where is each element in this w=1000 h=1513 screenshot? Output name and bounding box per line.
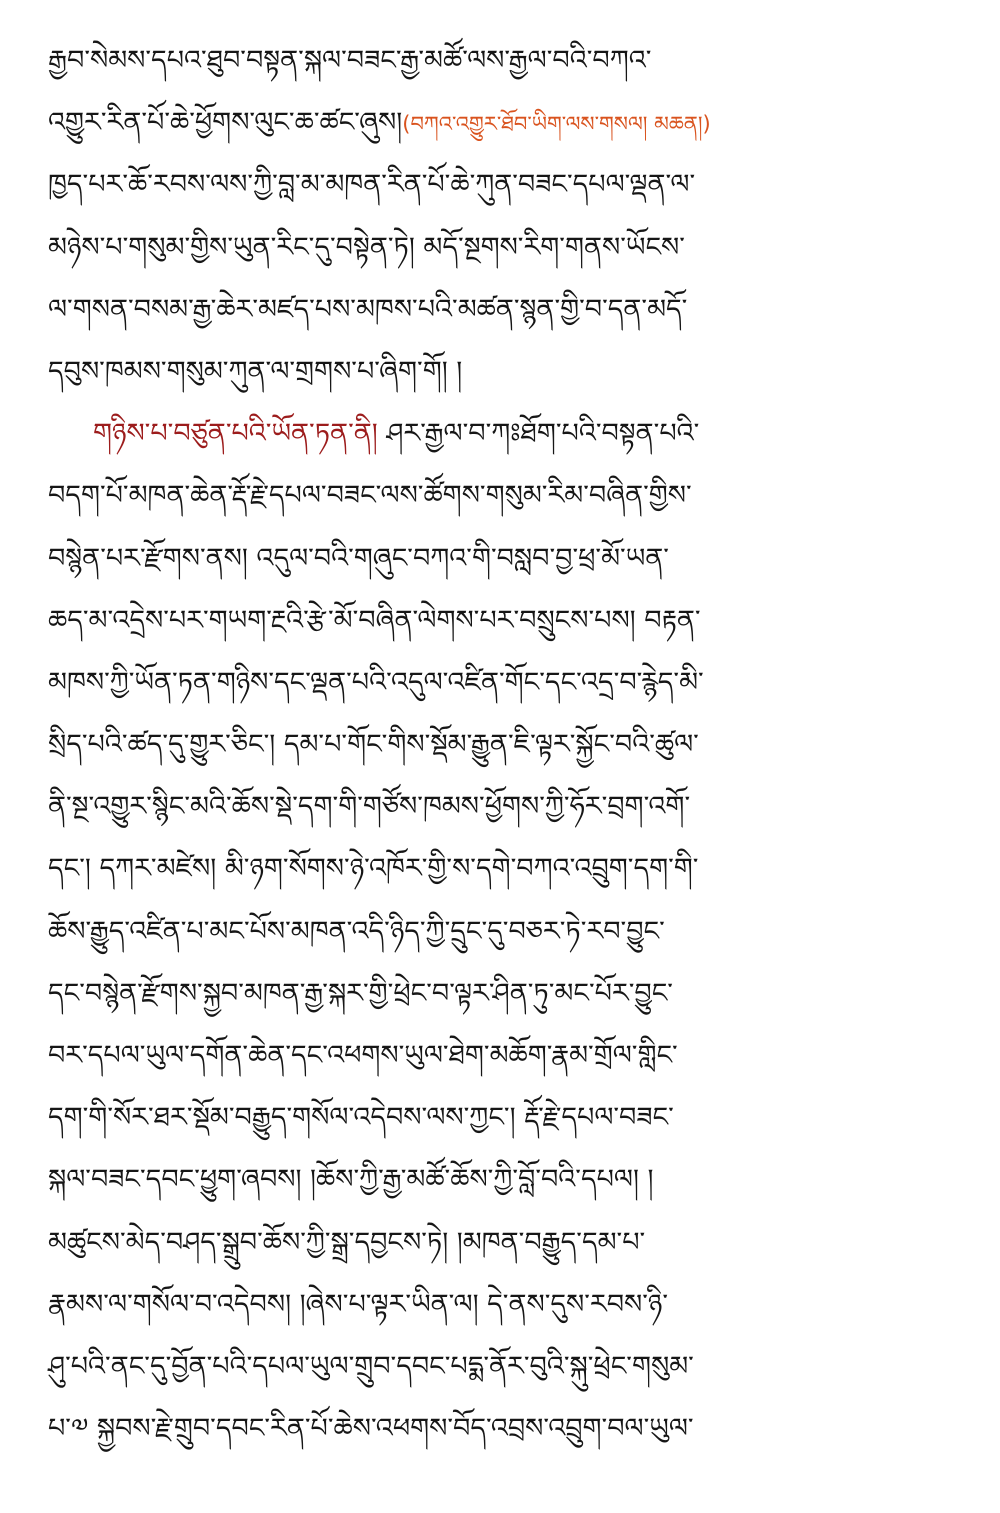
text-line-11 [48,652,948,714]
text-line-14 [48,838,948,900]
text-line-16 [48,963,948,1025]
text-line-5 [48,279,948,341]
text-line-9 [48,528,948,590]
text-line-2 [48,92,948,154]
text-line-20 [48,1212,948,1274]
text-line-22 [48,1336,948,1398]
line-text: བདག་པོ་མཁན་ཆེན་རྡོ་རྗེ་དཔལ་བཟང་ལས་ཚོགས་གསུམ་རིམ་བཞིན་གྱིས་ [48,480,692,512]
text-line-21 [48,1274,948,1336]
line-text: མཚུངས་མེད་བཤད་སྒྲུབ་ཆོས་ཀྱི་སྒྲ་དབྱངས་ཏེ། །མཁན་བརྒྱུད་དམ་པ་ [48,1226,646,1258]
line-text: བསྙེན་པར་རྫོགས་ནས། འདུལ་བའི་གཞུང་བཀའ་གི་བསླབ་བྱ་ཕྲ་མོ་ཡན་ [48,542,669,574]
text-line-12 [48,714,948,776]
text-line-3 [48,154,948,216]
line-text: བར་དཔལ་ཡུལ་དགོན་ཆེན་དང་འཕགས་ཡུལ་ཐེག་མཆོག་རྣམ་གྲོལ་གླིང་ [48,1040,678,1071]
line-text: དང་བསྙེན་རྫོགས་སྐྱབ་མཁན་རྒྱ་སྐར་གྱི་ཕྲེང་བ་ལྟར་ཤིན་ཏུ་མང་པོར་བྱུང་ [48,977,673,1009]
text-line-10 [48,590,948,652]
text-line-19 [48,1149,948,1211]
citation-note: (བཀའ་འགྱུར་ཐོབ་ཡིག་ལས་གསལ། མཆན།) [402,112,711,137]
tibetan-text-body [48,30,948,1460]
text-line-15 [48,901,948,963]
line-text: འགྱུར་རིན་པོ་ཆེ་ཕྱོགས་ལུང་ཆ་ཚང་ཞུས། [48,107,403,139]
text-line-23 [48,1398,948,1460]
line-text: པ་༧ སྐྱབས་རྗེ་གྲུབ་དབང་རིན་པོ་ཆེས་འཕགས་བོད་འབྲས་འབྲུག་བལ་ཡུལ་ [48,1413,694,1445]
text-line-18 [48,1087,948,1149]
line-text: མཉེས་པ་གསུམ་གྱིས་ཡུན་རིང་དུ་བསྟེན་ཏེ། མདོ་སྔགས་རིག་གནས་ཡོངས་ [48,231,685,263]
line-text: ནི་སྔ་འགྱུར་སྙིང་མའི་ཆོས་སྡེ་དག་གི་གཙོས་ཁམས་ཕྱོགས་ཀྱི་ཧོར་བྲག་འགོ་ [48,791,691,823]
line-text: ཆད་མ་འདྲེས་པར་གཡག་རྔའི་རྩེ་མོ་བཞིན་ལེགས་པར་བསྲུངས་པས། བརྟན་ [48,604,701,636]
text-line-4 [48,217,948,279]
line-text: དང་། དཀར་མཛེས། མི་ཉག་སོགས་ཉེ་འཁོར་གྱི་ས་དགེ་བཀའ་འབྲུག་དག་གི་ [48,853,699,885]
line-text: སྐལ་བཟང་དབང་ཕྱུག་ཞབས། །ཆོས་ཀྱི་རྒྱ་མཚོ་ཆོས་ཀྱི་བློ་བའི་དཔལ། ། [48,1164,654,1196]
text-line-6 [48,341,948,403]
line-text: སྲིད་པའི་ཚད་དུ་གྱུར་ཅིང་། དམ་པ་གོང་གིས་སྡོམ་རྒྱུན་ཇི་ལྟར་སྐྱོང་བའི་ཚུལ་ [48,729,699,761]
text-line-13 [48,776,948,838]
line-text: མཁས་ཀྱི་ཡོན་ཏན་གཉིས་དང་ལྡན་པའི་འདུལ་འཛིན་གོང་དང་འདྲ་བ་རྙེད་མི་ [48,666,704,698]
line-text: ཤར་རྒྱལ་བ་ཀཿཐོག་པའི་བསྟན་པའི་ [377,418,700,450]
line-text: དག་གི་སོར་ཐར་སྡོམ་བརྒྱུད་གསོལ་འདེབས་ལས་ཀྱང་། རྡོ་རྗེ་དཔལ་བཟང་ [48,1102,674,1134]
line-text: ལ་གསན་བསམ་རྒྱ་ཆེར་མཛད་པས་མཁས་པའི་མཚན་སྙན་གྱི་བ་དན་མདོ་ [48,293,688,325]
section-heading: གཉིས་པ་བཙུན་པའི་ཡོན་ཏན་ནི། [93,418,378,450]
text-line-8 [48,465,948,527]
line-text: རྒྱབ་སེམས་དཔའ་ཐུབ་བསྟན་སྐལ་བཟང་རྒྱ་མཚོ་ལས་རྒྱལ་བའི་བཀའ་ [48,45,652,76]
text-line-17 [48,1025,948,1087]
line-text: རྣམས་ལ་གསོལ་བ་འདེབས། །ཞེས་པ་ལྟར་ཡིན་ལ། དེ་ནས་དུས་རབས་ཉི་ [48,1288,669,1320]
line-text: ཆོས་རྒྱུད་འཛིན་པ་མང་པོས་མཁན་འདི་ཉིད་ཀྱི་དྲུང་དུ་བཅར་ཏེ་རབ་བྱུང་ [48,915,665,947]
text-line-7 [48,403,948,465]
line-text: ཤུ་པའི་ནང་དུ་བྱོན་པའི་དཔལ་ཡུལ་གྲུབ་དབང་པདྨ་ནོར་བུའི་སྐུ་ཕྲེང་གསུམ་ [48,1350,694,1382]
text-line-1 [48,30,948,92]
line-text: ཁྱད་པར་ཆོ་རབས་ལས་ཀྱི་བླ་མ་མཁན་རིན་པོ་ཆེ་ཀུན་བཟང་དཔལ་ལྡན་ལ་ [48,169,696,201]
line-text: དབུས་ཁམས་གསུམ་ཀུན་ལ་གྲགས་པ་ཞིག་གོ། ། [48,355,463,387]
